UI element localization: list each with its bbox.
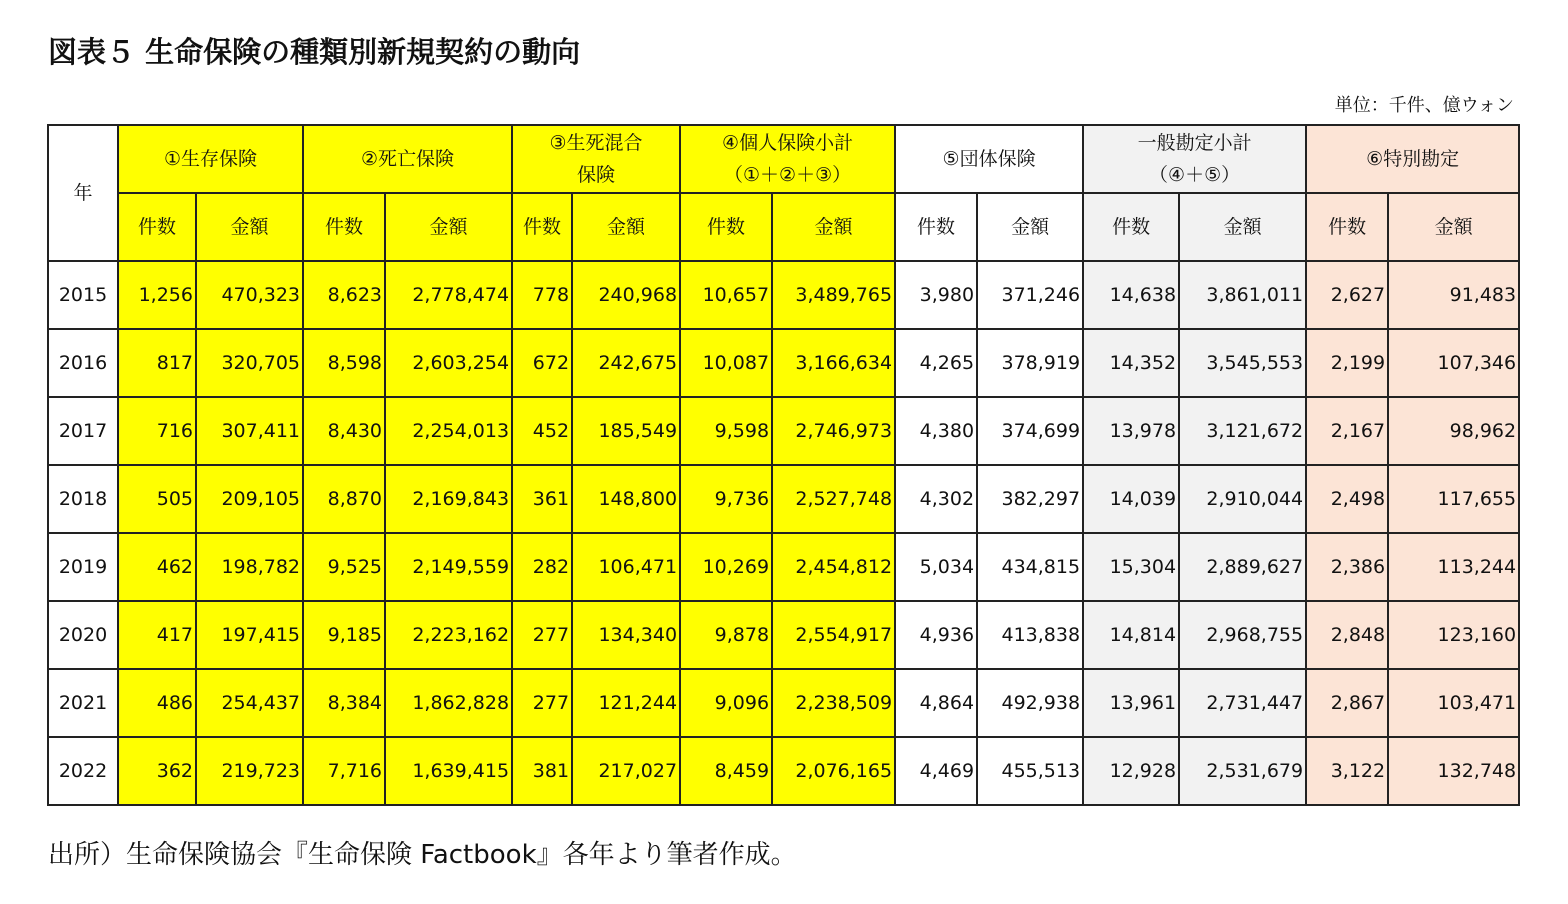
amount-cell: 2,076,165 bbox=[772, 737, 895, 805]
table-row bbox=[48, 261, 1519, 329]
contracts-table bbox=[47, 124, 1520, 806]
count-cell: 9,736 bbox=[680, 465, 772, 533]
header-count: 件数 bbox=[303, 193, 385, 261]
table-row bbox=[48, 329, 1519, 397]
count-cell: 282 bbox=[512, 533, 572, 601]
count-cell: 9,525 bbox=[303, 533, 385, 601]
amount-cell: 382,297 bbox=[977, 465, 1083, 533]
count-cell: 14,352 bbox=[1083, 329, 1179, 397]
amount-cell: 470,323 bbox=[196, 261, 303, 329]
year-cell: 2019 bbox=[48, 533, 118, 601]
count-cell: 8,430 bbox=[303, 397, 385, 465]
count-cell: 14,638 bbox=[1083, 261, 1179, 329]
count-cell: 14,039 bbox=[1083, 465, 1179, 533]
amount-cell: 2,968,755 bbox=[1179, 601, 1306, 669]
amount-cell: 2,746,973 bbox=[772, 397, 895, 465]
amount-cell: 320,705 bbox=[196, 329, 303, 397]
amount-cell: 307,411 bbox=[196, 397, 303, 465]
count-cell: 4,302 bbox=[895, 465, 977, 533]
amount-cell: 242,675 bbox=[572, 329, 680, 397]
source-note: 出所）生命保険協会『生命保険 Factbook』各年より筆者作成。 bbox=[48, 840, 797, 870]
header-amount: 金額 bbox=[572, 193, 680, 261]
amount-cell: 2,554,917 bbox=[772, 601, 895, 669]
count-cell: 2,386 bbox=[1306, 533, 1388, 601]
count-cell: 2,627 bbox=[1306, 261, 1388, 329]
count-cell: 9,598 bbox=[680, 397, 772, 465]
amount-cell: 2,778,474 bbox=[385, 261, 512, 329]
count-cell: 417 bbox=[118, 601, 196, 669]
header-group-survival: ①生存保険 bbox=[118, 125, 303, 193]
amount-cell: 3,121,672 bbox=[1179, 397, 1306, 465]
count-cell: 2,199 bbox=[1306, 329, 1388, 397]
amount-cell: 123,160 bbox=[1388, 601, 1519, 669]
count-cell: 361 bbox=[512, 465, 572, 533]
amount-cell: 2,169,843 bbox=[385, 465, 512, 533]
header-count: 件数 bbox=[118, 193, 196, 261]
amount-cell: 198,782 bbox=[196, 533, 303, 601]
year-cell: 2021 bbox=[48, 669, 118, 737]
count-cell: 15,304 bbox=[1083, 533, 1179, 601]
amount-cell: 209,105 bbox=[196, 465, 303, 533]
count-cell: 4,380 bbox=[895, 397, 977, 465]
amount-cell: 2,223,162 bbox=[385, 601, 512, 669]
header-count: 件数 bbox=[1306, 193, 1388, 261]
count-cell: 672 bbox=[512, 329, 572, 397]
year-cell: 2022 bbox=[48, 737, 118, 805]
amount-cell: 492,938 bbox=[977, 669, 1083, 737]
count-cell: 14,814 bbox=[1083, 601, 1179, 669]
amount-cell: 371,246 bbox=[977, 261, 1083, 329]
count-cell: 8,623 bbox=[303, 261, 385, 329]
count-cell: 277 bbox=[512, 669, 572, 737]
amount-cell: 2,454,812 bbox=[772, 533, 895, 601]
count-cell: 2,848 bbox=[1306, 601, 1388, 669]
header-amount: 金額 bbox=[1179, 193, 1306, 261]
count-cell: 8,459 bbox=[680, 737, 772, 805]
count-cell: 381 bbox=[512, 737, 572, 805]
amount-cell: 3,166,634 bbox=[772, 329, 895, 397]
header-amount: 金額 bbox=[977, 193, 1083, 261]
count-cell: 2,498 bbox=[1306, 465, 1388, 533]
count-cell: 8,870 bbox=[303, 465, 385, 533]
amount-cell: 148,800 bbox=[572, 465, 680, 533]
header-count: 件数 bbox=[680, 193, 772, 261]
count-cell: 778 bbox=[512, 261, 572, 329]
amount-cell: 98,962 bbox=[1388, 397, 1519, 465]
count-cell: 462 bbox=[118, 533, 196, 601]
amount-cell: 132,748 bbox=[1388, 737, 1519, 805]
amount-cell: 106,471 bbox=[572, 533, 680, 601]
amount-cell: 107,346 bbox=[1388, 329, 1519, 397]
count-cell: 716 bbox=[118, 397, 196, 465]
amount-cell: 2,238,509 bbox=[772, 669, 895, 737]
header-count: 件数 bbox=[1083, 193, 1179, 261]
header-row-subcolumns bbox=[48, 193, 1519, 261]
count-cell: 3,122 bbox=[1306, 737, 1388, 805]
header-amount: 金額 bbox=[772, 193, 895, 261]
amount-cell: 2,910,044 bbox=[1179, 465, 1306, 533]
count-cell: 4,936 bbox=[895, 601, 977, 669]
header-group-individual-subtotal: ④個人保険小計 （①＋②＋③） bbox=[680, 125, 895, 193]
amount-cell: 2,531,679 bbox=[1179, 737, 1306, 805]
amount-cell: 185,549 bbox=[572, 397, 680, 465]
count-cell: 13,978 bbox=[1083, 397, 1179, 465]
count-cell: 1,256 bbox=[118, 261, 196, 329]
amount-cell: 2,527,748 bbox=[772, 465, 895, 533]
year-cell: 2016 bbox=[48, 329, 118, 397]
amount-cell: 113,244 bbox=[1388, 533, 1519, 601]
header-group-group-insurance: ⑤団体保険 bbox=[895, 125, 1083, 193]
count-cell: 10,087 bbox=[680, 329, 772, 397]
amount-cell: 240,968 bbox=[572, 261, 680, 329]
header-amount: 金額 bbox=[385, 193, 512, 261]
count-cell: 8,598 bbox=[303, 329, 385, 397]
count-cell: 10,657 bbox=[680, 261, 772, 329]
count-cell: 2,167 bbox=[1306, 397, 1388, 465]
table-body bbox=[48, 261, 1519, 805]
amount-cell: 219,723 bbox=[196, 737, 303, 805]
amount-cell: 434,815 bbox=[977, 533, 1083, 601]
figure-title: 図表５ 生命保険の種類別新規契約の動向 bbox=[48, 35, 581, 69]
count-cell: 505 bbox=[118, 465, 196, 533]
amount-cell: 3,545,553 bbox=[1179, 329, 1306, 397]
count-cell: 9,878 bbox=[680, 601, 772, 669]
count-cell: 817 bbox=[118, 329, 196, 397]
count-cell: 9,096 bbox=[680, 669, 772, 737]
amount-cell: 254,437 bbox=[196, 669, 303, 737]
count-cell: 13,961 bbox=[1083, 669, 1179, 737]
count-cell: 10,269 bbox=[680, 533, 772, 601]
amount-cell: 2,603,254 bbox=[385, 329, 512, 397]
count-cell: 4,265 bbox=[895, 329, 977, 397]
amount-cell: 374,699 bbox=[977, 397, 1083, 465]
header-group-mixed: ③生死混合 保険 bbox=[512, 125, 680, 193]
count-cell: 8,384 bbox=[303, 669, 385, 737]
amount-cell: 2,731,447 bbox=[1179, 669, 1306, 737]
amount-cell: 413,838 bbox=[977, 601, 1083, 669]
count-cell: 7,716 bbox=[303, 737, 385, 805]
header-row-groups bbox=[48, 125, 1519, 193]
amount-cell: 2,149,559 bbox=[385, 533, 512, 601]
count-cell: 277 bbox=[512, 601, 572, 669]
header-group-death: ②死亡保険 bbox=[303, 125, 512, 193]
year-cell: 2018 bbox=[48, 465, 118, 533]
header-count: 件数 bbox=[512, 193, 572, 261]
header-count: 件数 bbox=[895, 193, 977, 261]
year-cell: 2017 bbox=[48, 397, 118, 465]
header-amount: 金額 bbox=[1388, 193, 1519, 261]
amount-cell: 1,862,828 bbox=[385, 669, 512, 737]
count-cell: 4,469 bbox=[895, 737, 977, 805]
header-group-general-subtotal: 一般勘定小計 （④＋⑤） bbox=[1083, 125, 1306, 193]
amount-cell: 378,919 bbox=[977, 329, 1083, 397]
amount-cell: 3,861,011 bbox=[1179, 261, 1306, 329]
table-row bbox=[48, 669, 1519, 737]
amount-cell: 217,027 bbox=[572, 737, 680, 805]
unit-label: 単位：千件、億ウォン bbox=[1334, 95, 1514, 116]
count-cell: 3,980 bbox=[895, 261, 977, 329]
amount-cell: 455,513 bbox=[977, 737, 1083, 805]
amount-cell: 1,639,415 bbox=[385, 737, 512, 805]
count-cell: 5,034 bbox=[895, 533, 977, 601]
table-row bbox=[48, 737, 1519, 805]
header-amount: 金額 bbox=[196, 193, 303, 261]
table-row bbox=[48, 397, 1519, 465]
count-cell: 362 bbox=[118, 737, 196, 805]
header-year: 年 bbox=[48, 125, 118, 261]
amount-cell: 117,655 bbox=[1388, 465, 1519, 533]
count-cell: 2,867 bbox=[1306, 669, 1388, 737]
table-row bbox=[48, 465, 1519, 533]
year-cell: 2020 bbox=[48, 601, 118, 669]
amount-cell: 103,471 bbox=[1388, 669, 1519, 737]
count-cell: 12,928 bbox=[1083, 737, 1179, 805]
amount-cell: 2,889,627 bbox=[1179, 533, 1306, 601]
table-row bbox=[48, 601, 1519, 669]
amount-cell: 121,244 bbox=[572, 669, 680, 737]
count-cell: 486 bbox=[118, 669, 196, 737]
amount-cell: 134,340 bbox=[572, 601, 680, 669]
count-cell: 452 bbox=[512, 397, 572, 465]
amount-cell: 197,415 bbox=[196, 601, 303, 669]
year-cell: 2015 bbox=[48, 261, 118, 329]
amount-cell: 91,483 bbox=[1388, 261, 1519, 329]
count-cell: 9,185 bbox=[303, 601, 385, 669]
table-row bbox=[48, 533, 1519, 601]
amount-cell: 3,489,765 bbox=[772, 261, 895, 329]
count-cell: 4,864 bbox=[895, 669, 977, 737]
header-group-special-account: ⑥特別勘定 bbox=[1306, 125, 1519, 193]
amount-cell: 2,254,013 bbox=[385, 397, 512, 465]
